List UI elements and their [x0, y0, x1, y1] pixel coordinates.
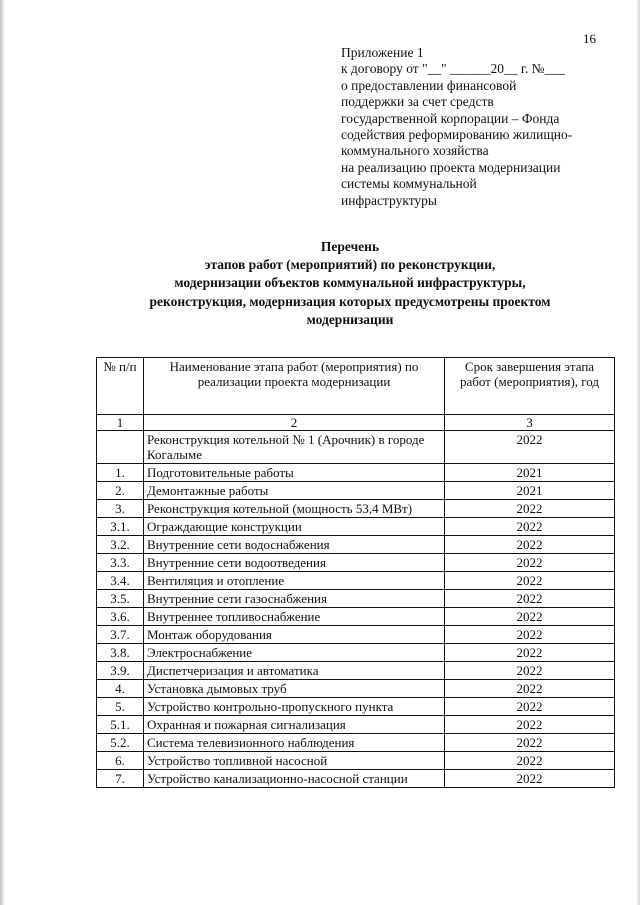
row-number: 3.7.: [97, 626, 144, 644]
row-number: 3.3.: [97, 554, 144, 572]
column-number: 3: [445, 415, 615, 431]
row-number: [97, 431, 144, 464]
header-date: Срок завершения этапа работ (мероприятия), год: [445, 358, 615, 415]
appendix-line: государственной корпорации – Фонда: [341, 110, 560, 126]
appendix-line: Приложение 1: [341, 45, 424, 60]
table-row: [97, 626, 615, 644]
row-stage-name: Электроснабжение: [144, 644, 445, 662]
row-completion-year: 2022: [445, 536, 615, 554]
row-completion-year: 2022: [445, 554, 615, 572]
row-number: 3.6.: [97, 608, 144, 626]
table-row: [97, 680, 615, 698]
row-stage-name: Охранная и пожарная сигнализация: [144, 716, 445, 734]
row-stage-name: Установка дымовых труб: [144, 680, 445, 698]
row-stage-name: Устройство контрольно-пропускного пункта: [144, 698, 445, 716]
row-stage-name: Демонтажные работы: [144, 482, 445, 500]
table-row: [97, 734, 615, 752]
row-number: 5.: [97, 698, 144, 716]
row-number: 3.1.: [97, 518, 144, 536]
table-row: [97, 518, 615, 536]
row-number: 5.1.: [97, 716, 144, 734]
row-number: 3.2.: [97, 536, 144, 554]
row-stage-name: Внутренние сети газоснабжения: [144, 590, 445, 608]
appendix-block: [341, 45, 631, 209]
scan-right-edge: [636, 0, 640, 905]
row-completion-year: 2021: [445, 464, 615, 482]
row-completion-year: 2022: [445, 770, 615, 788]
row-stage-name: Реконструкция котельной (мощность 53,4 МВт): [144, 500, 445, 518]
row-completion-year: 2022: [445, 716, 615, 734]
table-row: [97, 644, 615, 662]
table-row: [97, 464, 615, 482]
row-stage-name: Устройство топливной насосной: [144, 752, 445, 770]
column-number: 1: [97, 415, 144, 431]
row-stage-name: Реконструкция котельной № 1 (Арочник) в городе Когалыме: [144, 431, 445, 464]
row-number: 1.: [97, 464, 144, 482]
header-num: № п/п: [97, 358, 144, 415]
row-completion-year: 2022: [445, 752, 615, 770]
table-header-row: [97, 358, 615, 415]
row-completion-year: 2022: [445, 431, 615, 464]
row-number: 2.: [97, 482, 144, 500]
table-row: [97, 752, 615, 770]
row-number: 3.9.: [97, 662, 144, 680]
row-stage-name: Внутренние сети водоснабжения: [144, 536, 445, 554]
appendix-line: системы коммунальной: [341, 176, 477, 192]
table-row: [97, 716, 615, 734]
scan-left-edge: [0, 0, 6, 905]
table-row: [97, 500, 615, 518]
table-row: [97, 536, 615, 554]
stages-table-body: [97, 431, 615, 788]
row-completion-year: 2022: [445, 680, 615, 698]
title-line: Перечень: [320, 239, 380, 254]
title-line: модернизации объектов коммунальной инфраструктуры,: [174, 275, 526, 291]
table-row: [97, 770, 615, 788]
row-completion-year: 2021: [445, 482, 615, 500]
title-line: модернизации: [306, 311, 394, 327]
appendix-line: инфраструктуры: [341, 192, 437, 208]
row-stage-name: Устройство канализационно-насосной станции: [144, 770, 445, 788]
appendix-line: содействия реформированию жилищно-: [341, 127, 573, 143]
table-row: [97, 572, 615, 590]
title-line: этапов работ (мероприятий) по реконструкции,: [204, 257, 496, 273]
row-stage-name: Внутренние сети водоотведения: [144, 554, 445, 572]
row-completion-year: 2022: [445, 644, 615, 662]
table-row: [97, 431, 615, 464]
row-stage-name: Вентиляция и отопление: [144, 572, 445, 590]
row-completion-year: 2022: [445, 698, 615, 716]
table-row: [97, 482, 615, 500]
appendix-line: о предоставлении финансовой: [341, 77, 517, 93]
table-row: [97, 554, 615, 572]
row-number: 6.: [97, 752, 144, 770]
appendix-line: поддержки за счет средств: [341, 94, 494, 110]
column-numbers-row: [97, 415, 615, 431]
appendix-line: коммунального хозяйства: [341, 143, 489, 159]
row-number: 4.: [97, 680, 144, 698]
row-completion-year: 2022: [445, 500, 615, 518]
row-number: 3.4.: [97, 572, 144, 590]
row-stage-name: Внутреннее топливоснабжение: [144, 608, 445, 626]
column-number: 2: [144, 415, 445, 431]
header-name: Наименование этапа работ (мероприятия) по реализации проекта модернизации: [144, 358, 445, 415]
row-completion-year: 2022: [445, 518, 615, 536]
row-number: 5.2.: [97, 734, 144, 752]
appendix-line: к договору от "__" ______20__ г. №___: [341, 61, 565, 77]
table-row: [97, 590, 615, 608]
page-number: 16: [583, 31, 596, 46]
row-stage-name: Диспетчеризация и автоматика: [144, 662, 445, 680]
appendix-line: на реализацию проекта модернизации: [341, 159, 561, 175]
row-completion-year: 2022: [445, 572, 615, 590]
row-completion-year: 2022: [445, 734, 615, 752]
row-completion-year: 2022: [445, 608, 615, 626]
row-number: 7.: [97, 770, 144, 788]
table-row: [97, 608, 615, 626]
table-row: [97, 662, 615, 680]
row-number: 3.8.: [97, 644, 144, 662]
document-title: [60, 238, 640, 329]
table-row: [97, 698, 615, 716]
stages-table: [96, 357, 615, 788]
row-completion-year: 2022: [445, 626, 615, 644]
row-stage-name: Система телевизионного наблюдения: [144, 734, 445, 752]
row-number: 3.5.: [97, 590, 144, 608]
row-stage-name: Подготовительные работы: [144, 464, 445, 482]
row-completion-year: 2022: [445, 590, 615, 608]
row-number: 3.: [97, 500, 144, 518]
row-stage-name: Монтаж оборудования: [144, 626, 445, 644]
row-completion-year: 2022: [445, 662, 615, 680]
title-line: реконструкция, модернизация которых предусмотрены проектом: [149, 293, 551, 309]
row-stage-name: Ограждающие конструкции: [144, 518, 445, 536]
